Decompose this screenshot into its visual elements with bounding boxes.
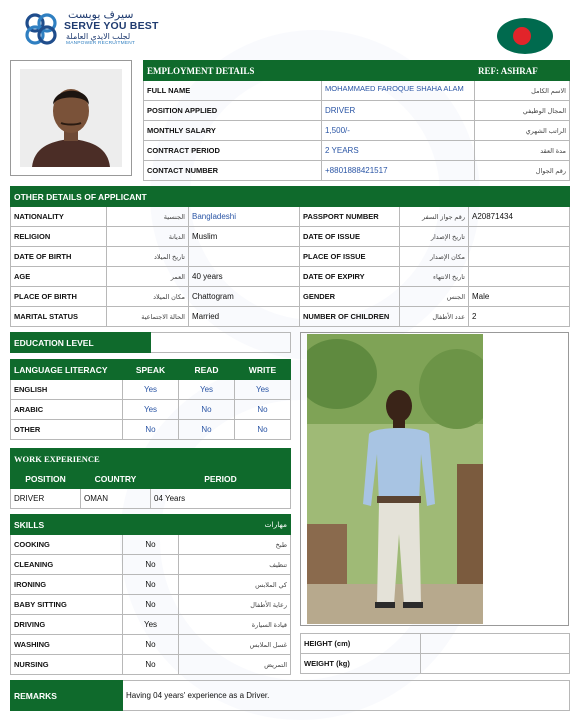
country-header: COUNTRY [81, 469, 151, 489]
table-row [11, 207, 570, 227]
contact-number-arabic-label: رقم الجوال [475, 161, 570, 181]
date-of-issue-value [469, 227, 570, 247]
skill-value: No [123, 555, 179, 575]
marital-status-value: Married [189, 307, 300, 327]
skills-title: SKILLS [11, 515, 179, 535]
remarks-value: Having 04 years' experience as a Driver. [123, 681, 570, 711]
table-row [11, 400, 291, 420]
table-row [11, 267, 570, 287]
skill-arabic-label: تنظيف [179, 555, 291, 575]
weight-value [421, 654, 570, 674]
date-of-birth-arabic-label: تاريخ الميلاد [107, 247, 189, 267]
read-value: Yes [179, 380, 235, 400]
height-value [421, 634, 570, 654]
table-row [11, 420, 291, 440]
table-row [11, 380, 291, 400]
write-header: WRITE [235, 360, 291, 380]
date-of-birth-value [189, 247, 300, 267]
skill-label: COOKING [11, 535, 123, 555]
language-name: ENGLISH [11, 380, 123, 400]
contract-period-arabic-label: مدة العقد [475, 141, 570, 161]
date-of-expiry-value [469, 267, 570, 287]
skill-label: BABY SITTING [11, 595, 123, 615]
date-of-birth-label: DATE OF BIRTH [11, 247, 107, 267]
education-level-table [10, 332, 291, 353]
skill-arabic-label: قيادة السيارة [179, 615, 291, 635]
remarks-table [10, 680, 570, 711]
headshot-image [20, 69, 122, 167]
remarks-label: REMARKS [11, 681, 123, 711]
skill-label: DRIVING [11, 615, 123, 635]
religion-label: RELIGION [11, 227, 107, 247]
number-of-children-label: NUMBER OF CHILDREN [300, 307, 400, 327]
skills-table [10, 514, 291, 675]
employment-details-title: EMPLOYMENT DETAILS [144, 61, 475, 81]
place-of-birth-arabic-label: مكان الميلاد [107, 287, 189, 307]
skill-value: No [123, 595, 179, 615]
nationality-value: Bangladeshi [189, 207, 300, 227]
number-of-children-value: 2 [469, 307, 570, 327]
monthly-salary-arabic-label: الراتب الشهري [475, 121, 570, 141]
bangladesh-flag-icon [496, 17, 554, 55]
skill-label: IRONING [11, 575, 123, 595]
gender-arabic-label: الجنس [400, 287, 469, 307]
contract-period-label: CONTRACT PERIOD [144, 141, 322, 161]
speak-value: No [123, 420, 179, 440]
education-level-label: EDUCATION LEVEL [11, 333, 151, 353]
speak-header: SPEAK [123, 360, 179, 380]
candidate-headshot-photo [10, 60, 132, 176]
other-details-table [10, 186, 570, 327]
religion-arabic-label: الديانة [107, 227, 189, 247]
monthly-salary-value: 1,500/- [322, 121, 475, 141]
write-value: No [235, 400, 291, 420]
skills-arabic-title: مهارات [179, 515, 291, 535]
skill-value: No [123, 655, 179, 675]
full-name-value: MOHAMMAED FAROQUE SHAHA ALAM [322, 81, 475, 101]
work-position-value: DRIVER [11, 489, 81, 509]
table-row [11, 227, 570, 247]
period-header: PERIOD [151, 469, 291, 489]
place-of-issue-arabic-label: مكان الإصدار [400, 247, 469, 267]
brand-name: SERVE YOU BEST [64, 20, 159, 32]
date-of-issue-arabic-label: تاريخ الإصدار [400, 227, 469, 247]
monthly-salary-label: MONTHLY SALARY [144, 121, 322, 141]
position-applied-arabic-label: المجال الوظيفي [475, 101, 570, 121]
age-value: 40 years [189, 267, 300, 287]
table-row [11, 595, 291, 615]
education-level-value [151, 333, 291, 353]
full-name-label: FULL NAME [144, 81, 322, 101]
skill-value: No [123, 575, 179, 595]
contact-number-value: +8801888421517 [322, 161, 475, 181]
marital-status-label: MARITAL STATUS [11, 307, 107, 327]
full-body-image [307, 334, 483, 624]
position-header: POSITION [11, 469, 81, 489]
nationality-label: NATIONALITY [11, 207, 107, 227]
position-applied-label: POSITION APPLIED [144, 101, 322, 121]
read-value: No [179, 400, 235, 420]
passport-number-arabic-label: رقم جواز السفر [400, 207, 469, 227]
nationality-arabic-label: الجنسية [107, 207, 189, 227]
gender-label: GENDER [300, 287, 400, 307]
brand-subtitle: MANPOWER RECRUITMENT [66, 41, 136, 46]
table-row [11, 489, 291, 509]
write-value: Yes [235, 380, 291, 400]
table-row [11, 555, 291, 575]
skill-value: No [123, 535, 179, 555]
table-row [11, 615, 291, 635]
skill-arabic-label: رعاية الأطفال [179, 595, 291, 615]
place-of-birth-label: PLACE OF BIRTH [11, 287, 107, 307]
skill-arabic-label: غسل الملابس [179, 635, 291, 655]
skill-label: CLEANING [11, 555, 123, 575]
reference-label: REF: ASHRAF [475, 61, 570, 81]
place-of-issue-label: PLACE OF ISSUE [300, 247, 400, 267]
language-literacy-header: LANGUAGE LITERACY [11, 360, 123, 380]
place-of-issue-value [469, 247, 570, 267]
table-row [11, 655, 291, 675]
marital-status-arabic-label: الحالة الاجتماعية [107, 307, 189, 327]
brand-arabic-tagline: لجلب الايدي العاملة [66, 32, 131, 41]
date-of-issue-label: DATE OF ISSUE [300, 227, 400, 247]
table-row [11, 247, 570, 267]
physical-details-table [300, 633, 570, 674]
candidate-full-body-photo [300, 332, 569, 626]
age-label: AGE [11, 267, 107, 287]
work-experience-title: WORK EXPERIENCE [11, 449, 291, 469]
weight-label: WEIGHT (kg) [301, 654, 421, 674]
speak-value: Yes [123, 380, 179, 400]
read-value: No [179, 420, 235, 440]
skill-arabic-label: التمريض [179, 655, 291, 675]
height-label: HEIGHT (cm) [301, 634, 421, 654]
religion-value: Muslim [189, 227, 300, 247]
skill-label: WASHING [11, 635, 123, 655]
contact-number-label: CONTACT NUMBER [144, 161, 322, 181]
language-literacy-table [10, 359, 291, 440]
table-row [11, 307, 570, 327]
company-logo [22, 8, 162, 50]
place-of-birth-value: Chattogram [189, 287, 300, 307]
date-of-expiry-arabic-label: تاريخ الانتهاء [400, 267, 469, 287]
table-row [11, 635, 291, 655]
full-name-arabic-label: الاسم الكامل [475, 81, 570, 101]
date-of-expiry-label: DATE OF EXPIRY [300, 267, 400, 287]
table-row [11, 575, 291, 595]
other-details-title: OTHER DETAILS OF APPLICANT [11, 187, 570, 207]
gender-value: Male [469, 287, 570, 307]
logo-mark-icon [22, 10, 60, 48]
work-country-value: OMAN [81, 489, 151, 509]
employment-details-table [143, 60, 570, 181]
contract-period-value: 2 YEARS [322, 141, 475, 161]
position-applied-value: DRIVER [322, 101, 475, 121]
number-of-children-arabic-label: عدد الأطفال [400, 307, 469, 327]
skill-value: Yes [123, 615, 179, 635]
skill-label: NURSING [11, 655, 123, 675]
age-arabic-label: العمر [107, 267, 189, 287]
speak-value: Yes [123, 400, 179, 420]
work-experience-table [10, 448, 291, 509]
work-period-value: 04 Years [151, 489, 291, 509]
table-row [11, 287, 570, 307]
read-header: READ [179, 360, 235, 380]
passport-number-value: A20871434 [469, 207, 570, 227]
language-name: OTHER [11, 420, 123, 440]
skill-value: No [123, 635, 179, 655]
language-name: ARABIC [11, 400, 123, 420]
write-value: No [235, 420, 291, 440]
skill-arabic-label: طبخ [179, 535, 291, 555]
brand-arabic: سيرف يوبست [68, 9, 134, 21]
skill-arabic-label: كي الملابس [179, 575, 291, 595]
table-row [11, 535, 291, 555]
passport-number-label: PASSPORT NUMBER [300, 207, 400, 227]
